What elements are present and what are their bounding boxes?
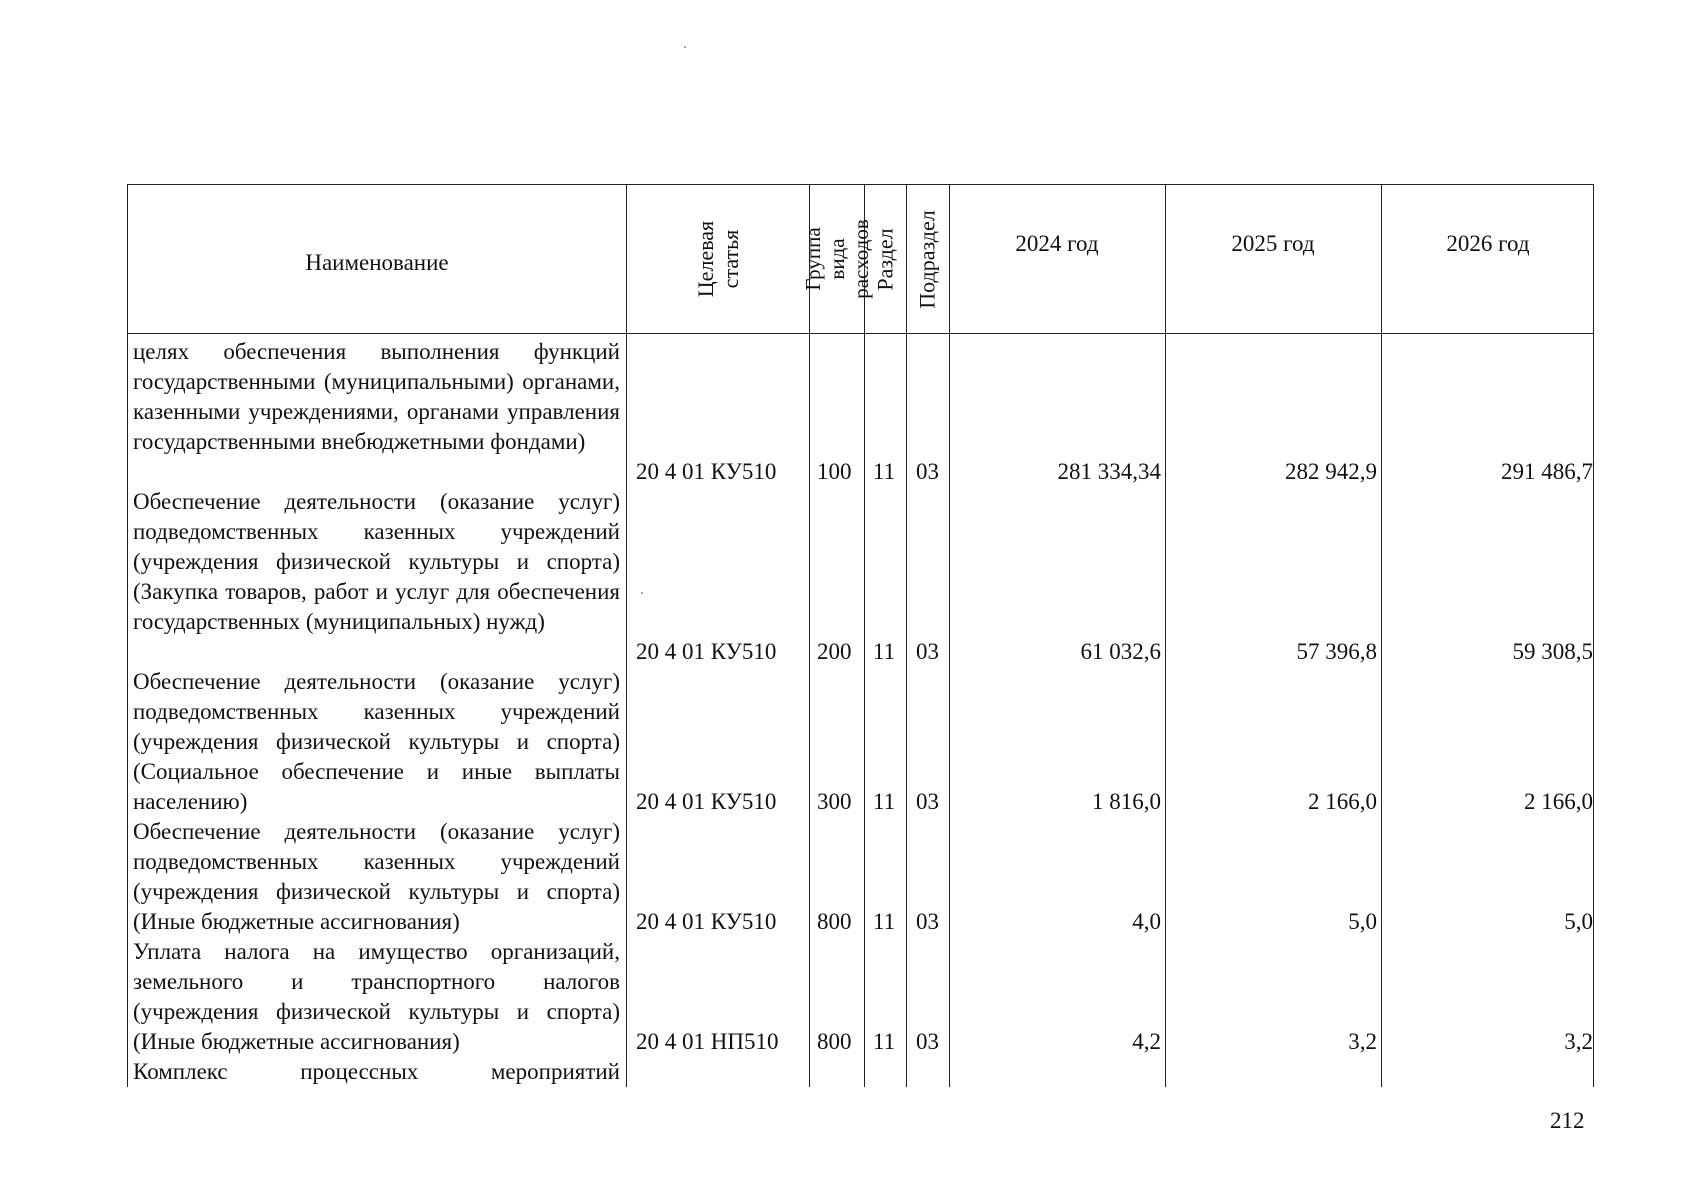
row-subsection: 03 [916,639,939,664]
row-code: 20 4 01 КУ510 [636,789,777,814]
row-name: Уплата налога на имущество организаций, земельного и транспортного налогов (учреждения физической культуры и спорта) (Иные бюджетные ассигнования) [133,939,620,1054]
row-group: 100 [817,459,852,484]
header-target-article-text: Целевая статья [692,220,743,298]
header-section-text: Раздел [872,227,898,291]
row-name: Обеспечение деятельности (оказание услуг) подведомственных казенных учреждений (учреждения физической культуры и спорта) (Иные бюджетные ассигнования) [133,819,620,934]
header-year-2026 [1381,185,1595,333]
table-row [128,1057,1595,1087]
row-value-2024: 61 032,6 [1080,639,1161,664]
row-section: 11 [873,459,896,484]
header-target-article [626,185,809,333]
row-value-2024: 1 816,0 [1092,789,1161,814]
row-value-2026: 3,2 [1564,1029,1593,1054]
row-code: 20 4 01 НП510 [636,1029,779,1054]
row-value-2026: 2 166,0 [1524,789,1593,814]
row-group: 200 [817,639,852,664]
row-value-2026: 59 308,5 [1512,639,1593,664]
row-value-2026: 5,0 [1564,909,1593,934]
header-year-2026-text: 2026 год [1446,231,1530,256]
header-subsection [906,185,949,333]
row-subsection: 03 [916,789,939,814]
table-body [127,334,1594,1087]
row-group: 300 [817,789,852,814]
row-subsection: 03 [916,909,939,934]
row-value-2024: 281 334,34 [1057,459,1161,484]
row-value-2024: 4,0 [1132,909,1161,934]
table-row [128,337,1595,487]
header-year-2025 [1165,185,1381,333]
table-row [128,937,1595,1057]
table-row [128,817,1595,937]
row-value-2025: 5,0 [1348,909,1377,934]
row-group: 800 [817,909,852,934]
table-row [128,667,1595,817]
row-section: 11 [873,639,896,664]
header-year-2024 [949,185,1165,333]
header-expense-group-text: Группа вида расходов [800,219,873,299]
row-value-2025: 57 396,8 [1296,639,1377,664]
header-year-2024-text: 2024 год [1015,231,1099,256]
row-value-2025: 2 166,0 [1308,789,1377,814]
row-name: Обеспечение деятельности (оказание услуг) подведомственных казенных учреждений (учреждения физической культуры и спорта) (Закупка товаров, работ и услуг для обеспечения государственных (муниципальных) нужд) [133,489,620,634]
row-name: Комплекс процессных мероприятий [133,1059,620,1084]
row-section: 11 [873,1029,896,1054]
row-code: 20 4 01 КУ510 [636,909,777,934]
header-subsection-text: Подраздел [915,209,941,309]
row-value-2024: 4,2 [1132,1029,1161,1054]
header-name-text: Наименование [305,250,449,275]
row-section: 11 [873,909,896,934]
row-group: 800 [817,1029,852,1054]
row-subsection: 03 [916,459,939,484]
row-code: 20 4 01 КУ510 [636,639,777,664]
row-section: 11 [873,789,896,814]
table-row [128,487,1595,667]
row-subsection: 03 [916,1029,939,1054]
row-value-2025: 3,2 [1348,1029,1377,1054]
header-year-2025-text: 2025 год [1231,231,1315,256]
scan-speck [684,46,686,48]
page-number: 212 [1550,1108,1585,1133]
table-header [127,184,1594,334]
row-name: целях обеспечения выполнения функций государственными (муниципальными) органами, казенными учреждениями, органами управления государственными внебюджетными фондами) [133,339,620,454]
row-code: 20 4 01 КУ510 [636,459,777,484]
header-expense-group [800,185,873,333]
row-name: Обеспечение деятельности (оказание услуг) подведомственных казенных учреждений (учреждения физической культуры и спорта) (Социальное обеспечение и иные выплаты населению) [133,669,620,814]
row-value-2025: 282 942,9 [1285,459,1377,484]
header-name [128,185,626,333]
header-section [864,185,906,333]
row-value-2026: 291 486,7 [1501,459,1593,484]
